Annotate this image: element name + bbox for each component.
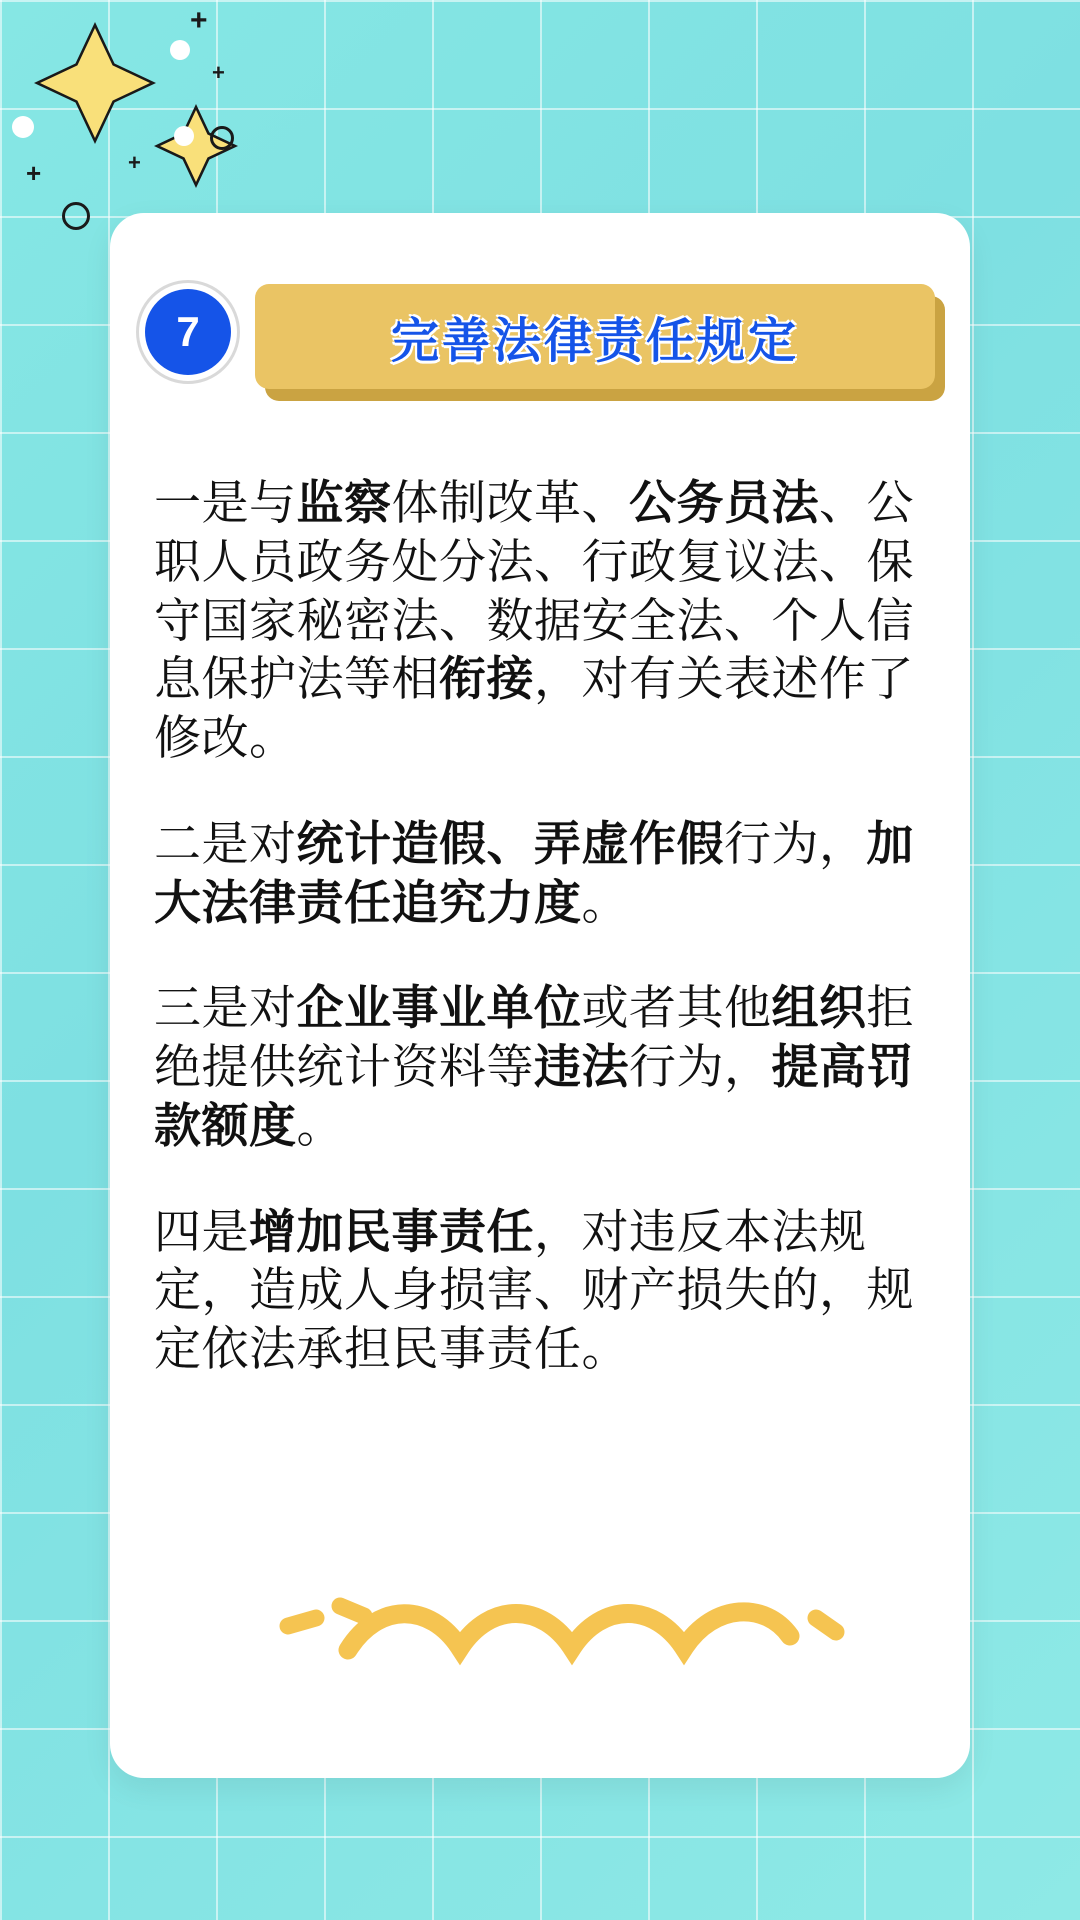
plain-text: 或者其他 (581, 981, 772, 1035)
circle-outline-icon-2 (62, 202, 90, 230)
plain-text: 行为， (724, 816, 867, 870)
content-card (110, 213, 970, 1778)
plus-icon-4: + (128, 150, 141, 175)
dot-icon-2 (174, 126, 194, 146)
dot-icon-3 (12, 116, 34, 138)
plain-text: ，对违反本法规定，造成人身损害、财产损失的，规定依法承担民事责任。 (154, 1204, 914, 1375)
plain-text: 二是对 (154, 816, 297, 870)
paragraph-4 (154, 1203, 934, 1379)
plain-text: 。 (581, 875, 629, 929)
paragraph-1 (154, 474, 934, 768)
emphasis-text: 组织 (771, 981, 867, 1035)
circle-outline-icon-1 (210, 126, 234, 150)
plain-text: ，对有关表述作了修改。 (154, 652, 914, 764)
page-title: 完善法律责任规定 (390, 315, 799, 368)
emphasis-text: 违法 (534, 1040, 629, 1093)
title-bar (255, 284, 935, 389)
paragraph-3 (154, 979, 934, 1155)
paragraph-2 (154, 815, 934, 933)
plain-text: 拒绝提供统计资料等 (154, 981, 914, 1093)
plain-text: 四是 (154, 1204, 249, 1258)
card-header (136, 270, 946, 390)
dot-icon-1 (170, 40, 190, 60)
badge-number: 7 (145, 289, 231, 375)
emphasis-text: 统计造假、弄虚作假 (296, 816, 724, 870)
emphasis-text: 加大法律责任追究力度 (154, 816, 914, 929)
four-point-star-large-icon (40, 28, 150, 138)
body-text (154, 427, 934, 1379)
plain-text: 、公职人员政务处分法、行政复议法、保守国家秘密法、数据安全法、个人信息保护法等相 (154, 476, 914, 706)
emphasis-text: 企业事业单位 (296, 981, 582, 1035)
plain-text: 体制改革、 (391, 476, 629, 529)
plus-icon-2: + (212, 60, 225, 85)
emphasis-text: 增加民事责任 (249, 1204, 534, 1258)
emphasis-text: 提高罚款额度 (154, 1040, 914, 1152)
emphasis-text: 衔接 (439, 652, 534, 706)
section-number-badge (136, 280, 240, 384)
plain-text: 行为， (629, 1040, 772, 1093)
emphasis-text: 公务员法 (629, 476, 819, 529)
wave-divider-icon (270, 1588, 850, 1678)
plain-text: 一是与 (154, 476, 297, 529)
plus-icon-1: + (190, 4, 208, 37)
plain-text: 。 (296, 1098, 344, 1152)
emphasis-text: 监察 (296, 476, 392, 529)
plain-text: 三是对 (154, 981, 297, 1035)
plus-icon-3: + (26, 158, 42, 188)
